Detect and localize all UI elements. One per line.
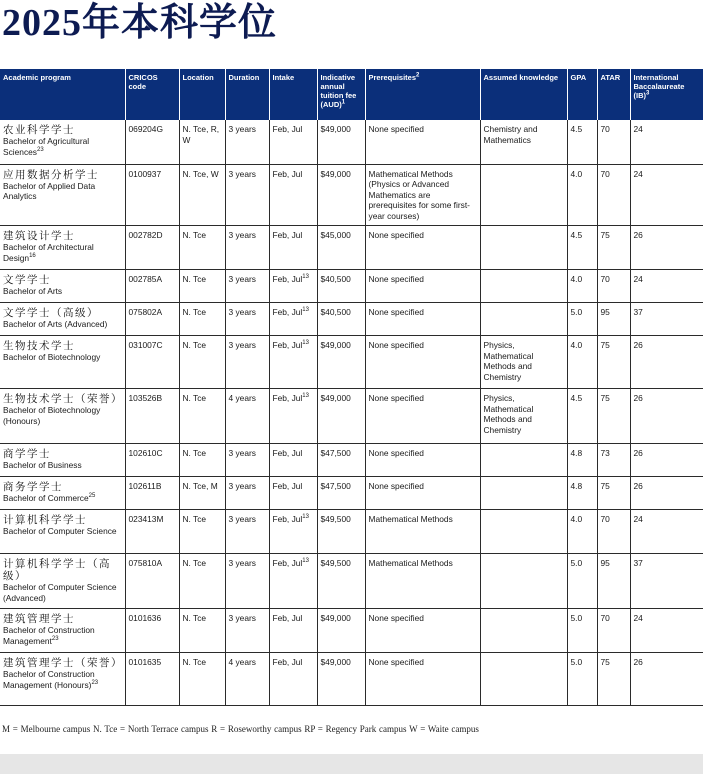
ib-cell: 26 — [630, 477, 703, 510]
ib-cell: 24 — [630, 164, 703, 226]
table-row — [0, 303, 703, 336]
program-name-english: Bachelor of Architectural Design$^{16}$ — [3, 242, 94, 263]
duration-cell: 4 years — [225, 389, 269, 444]
cricos-cell: 103526B — [125, 389, 179, 444]
footnote-ref: 23 — [91, 679, 99, 686]
program-name-english: Bachelor of Commerce$^{25}$ — [3, 493, 96, 503]
program-name-english: Bachelor of Applied Data Analytics — [3, 180, 96, 201]
gpa-cell: 4.8 — [567, 444, 597, 477]
footnote-ref: 23 — [51, 635, 59, 642]
program-name-english: Bachelor of Construction Management (Honours)$^{23}$ — [3, 669, 99, 690]
program-name-chinese: 商务学学士 — [3, 481, 63, 493]
location-cell: N. Tce — [179, 336, 225, 389]
program-name-english: Bachelor of Agricultural Sciences$^{23}$ — [3, 136, 90, 157]
ib-cell: 37 — [630, 554, 703, 609]
footnote-ref: 13 — [302, 558, 309, 565]
header-gpa: GPA — [567, 69, 597, 120]
location-cell: N. Tce — [179, 270, 225, 303]
program-name-cell — [0, 120, 125, 164]
program-name-cell — [0, 303, 125, 336]
atar-cell: 70 — [597, 510, 630, 554]
assumed-cell — [480, 164, 567, 226]
atar-cell: 70 — [597, 164, 630, 226]
header-atar: ATAR — [597, 69, 630, 120]
ib-cell: 37 — [630, 303, 703, 336]
location-cell: N. Tce — [179, 226, 225, 270]
table-header-row — [0, 69, 703, 120]
ib-cell: 26 — [630, 444, 703, 477]
location-cell: N. Tce, W — [179, 164, 225, 226]
location-cell: N. Tce — [179, 653, 225, 706]
intake-cell: Feb, Jul — [269, 164, 317, 226]
program-name-english: Bachelor of Biotechnology — [3, 352, 101, 362]
duration-cell: 3 years — [225, 120, 269, 164]
atar-cell: 95 — [597, 303, 630, 336]
header-assumed-knowledge: Assumed knowledge — [480, 69, 567, 120]
table-row — [0, 510, 703, 554]
fee-cell: $49,000 — [317, 609, 365, 653]
header-tuition-fee: Indicative annual tuition fee (AUD)$^1$ — [317, 69, 365, 120]
ib-cell: 24 — [630, 120, 703, 164]
programs-table — [0, 69, 703, 706]
fee-cell: $40,500 — [317, 303, 365, 336]
table-row — [0, 164, 703, 226]
gpa-cell: 5.0 — [567, 554, 597, 609]
fee-cell: $47,500 — [317, 444, 365, 477]
prereq-cell: None specified — [365, 336, 480, 389]
prereq-cell: Mathematical Methods (Physics or Advanced Mathematics are prerequisites for some first-year courses) — [365, 164, 480, 226]
cricos-cell: 023413M — [125, 510, 179, 554]
prereq-cell: None specified — [365, 444, 480, 477]
atar-cell: 70 — [597, 120, 630, 164]
page-title: 2025年本科学位 — [2, 2, 278, 44]
gpa-cell: 4.5 — [567, 226, 597, 270]
fee-cell: $45,000 — [317, 226, 365, 270]
program-name-cell — [0, 444, 125, 477]
prereq-cell: Mathematical Methods — [365, 554, 480, 609]
gpa-cell: 4.5 — [567, 389, 597, 444]
cricos-cell: 002782D — [125, 226, 179, 270]
prereq-cell: None specified — [365, 303, 480, 336]
footnote-ref: 13 — [302, 274, 309, 281]
location-cell: N. Tce — [179, 554, 225, 609]
header-ib: International Baccalaureate (IB)$^3$ — [630, 69, 703, 120]
gpa-cell: 4.0 — [567, 270, 597, 303]
atar-cell: 75 — [597, 389, 630, 444]
cricos-cell: 031007C — [125, 336, 179, 389]
program-name-english: Bachelor of Biotechnology (Honours) — [3, 405, 101, 426]
atar-cell: 73 — [597, 444, 630, 477]
assumed-cell — [480, 609, 567, 653]
fee-cell: $49,000 — [317, 164, 365, 226]
gpa-cell: 5.0 — [567, 303, 597, 336]
atar-cell: 75 — [597, 477, 630, 510]
atar-cell: 75 — [597, 336, 630, 389]
prereq-cell: None specified — [365, 270, 480, 303]
prereq-cell: None specified — [365, 653, 480, 706]
program-name-chinese: 建筑管理学士（荣誉） — [3, 657, 123, 669]
assumed-cell — [480, 303, 567, 336]
table-row — [0, 609, 703, 653]
program-name-chinese: 文学学士 — [3, 274, 51, 286]
assumed-cell — [480, 554, 567, 609]
intake-cell: Feb, Jul$^{13}$ — [269, 510, 317, 554]
gpa-cell: 5.0 — [567, 653, 597, 706]
assumed-cell — [480, 444, 567, 477]
duration-cell: 4 years — [225, 653, 269, 706]
assumed-cell — [480, 510, 567, 554]
program-name-cell — [0, 477, 125, 510]
table-row — [0, 270, 703, 303]
prereq-cell: None specified — [365, 226, 480, 270]
atar-cell: 70 — [597, 270, 630, 303]
table-row — [0, 120, 703, 164]
table-row — [0, 226, 703, 270]
duration-cell: 3 years — [225, 477, 269, 510]
cricos-cell: 0101635 — [125, 653, 179, 706]
table-row — [0, 653, 703, 706]
intake-cell: Feb, Jul$^{13}$ — [269, 389, 317, 444]
location-cell: N. Tce — [179, 609, 225, 653]
intake-cell: Feb, Jul — [269, 120, 317, 164]
cricos-cell: 069204G — [125, 120, 179, 164]
program-name-cell — [0, 554, 125, 609]
header-duration: Duration — [225, 69, 269, 120]
header-cricos-code: CRICOS code — [125, 69, 179, 120]
gpa-cell: 5.0 — [567, 609, 597, 653]
ib-cell: 26 — [630, 389, 703, 444]
footnote-ref: 13 — [302, 307, 309, 314]
program-name-chinese: 生物技术学士 — [3, 340, 75, 352]
duration-cell: 3 years — [225, 609, 269, 653]
duration-cell: 3 years — [225, 164, 269, 226]
gpa-cell: 4.0 — [567, 164, 597, 226]
location-cell: N. Tce, M — [179, 477, 225, 510]
cricos-cell: 075802A — [125, 303, 179, 336]
program-name-cell — [0, 270, 125, 303]
assumed-cell — [480, 477, 567, 510]
program-name-chinese: 商学学士 — [3, 448, 51, 460]
program-name-english: Bachelor of Computer Science — [3, 526, 117, 536]
cricos-cell: 102611B — [125, 477, 179, 510]
footer-band — [0, 754, 703, 774]
intake-cell: Feb, Jul$^{13}$ — [269, 270, 317, 303]
program-name-cell — [0, 164, 125, 226]
header-location: Location — [179, 69, 225, 120]
duration-cell: 3 years — [225, 510, 269, 554]
program-name-chinese: 计算机科学学士（高级） — [3, 558, 111, 582]
program-name-chinese: 计算机科学学士 — [3, 514, 87, 526]
footnote-ref: 13 — [302, 514, 309, 521]
program-name-english: Bachelor of Arts — [3, 286, 63, 296]
table-row — [0, 554, 703, 609]
fee-cell: $49,000 — [317, 336, 365, 389]
intake-cell: Feb, Jul$^{13}$ — [269, 336, 317, 389]
duration-cell: 3 years — [225, 303, 269, 336]
program-name-chinese: 应用数据分析学士 — [3, 168, 99, 181]
program-name-english: Bachelor of Business — [3, 460, 82, 470]
fee-cell: $49,000 — [317, 653, 365, 706]
intake-cell: Feb, Jul — [269, 226, 317, 270]
gpa-cell: 4.0 — [567, 510, 597, 554]
fee-cell: $47,500 — [317, 477, 365, 510]
assumed-cell — [480, 226, 567, 270]
duration-cell: 3 years — [225, 226, 269, 270]
program-name-cell — [0, 510, 125, 554]
duration-cell: 3 years — [225, 336, 269, 389]
program-name-cell — [0, 653, 125, 706]
prereq-cell: None specified — [365, 609, 480, 653]
program-name-chinese: 建筑管理学士 — [3, 613, 75, 625]
footnote-ref: 13 — [302, 393, 309, 400]
ib-cell: 26 — [630, 226, 703, 270]
intake-cell: Feb, Jul — [269, 477, 317, 510]
header-prerequisites: Prerequisites$^2$ — [365, 69, 480, 120]
duration-cell: 3 years — [225, 444, 269, 477]
location-cell: N. Tce, R, W — [179, 120, 225, 164]
assumed-cell — [480, 653, 567, 706]
table-row — [0, 389, 703, 444]
intake-cell: Feb, Jul — [269, 609, 317, 653]
assumed-cell: Physics, Mathematical Methods and Chemistry — [480, 389, 567, 444]
header-academic-program: Academic program — [0, 69, 125, 120]
gpa-cell: 4.8 — [567, 477, 597, 510]
atar-cell: 75 — [597, 226, 630, 270]
header-intake: Intake — [269, 69, 317, 120]
ib-cell: 24 — [630, 609, 703, 653]
fee-cell: $49,500 — [317, 510, 365, 554]
table-row — [0, 444, 703, 477]
ib-cell: 26 — [630, 653, 703, 706]
program-name-chinese: 农业科学学士 — [3, 124, 75, 136]
cricos-cell: 102610C — [125, 444, 179, 477]
duration-cell: 3 years — [225, 554, 269, 609]
fee-cell: $49,000 — [317, 389, 365, 444]
intake-cell: Feb, Jul$^{13}$ — [269, 554, 317, 609]
intake-cell: Feb, Jul — [269, 653, 317, 706]
prereq-cell: None specified — [365, 477, 480, 510]
atar-cell: 75 — [597, 653, 630, 706]
atar-cell: 70 — [597, 609, 630, 653]
ib-cell: 24 — [630, 270, 703, 303]
footnote-ref: 23 — [36, 146, 44, 153]
prereq-cell: None specified — [365, 389, 480, 444]
cricos-cell: 0100937 — [125, 164, 179, 226]
intake-cell: Feb, Jul — [269, 444, 317, 477]
gpa-cell: 4.5 — [567, 120, 597, 164]
location-cell: N. Tce — [179, 389, 225, 444]
cricos-cell: 075810A — [125, 554, 179, 609]
campus-legend: M = Melbourne campus N. Tce = North Terrace campus R = Roseworthy campus RP = Regency Park campus W = Waite campus — [2, 724, 479, 734]
fee-cell: $49,000 — [317, 120, 365, 164]
program-name-english: Bachelor of Computer Science (Advanced) — [3, 582, 117, 603]
footnote-ref: 16 — [29, 252, 36, 259]
prereq-cell: None specified — [365, 120, 480, 164]
footnote-ref: 25 — [88, 493, 96, 500]
fee-cell: $40,500 — [317, 270, 365, 303]
program-name-english: Bachelor of Arts (Advanced) — [3, 319, 108, 329]
program-name-chinese: 生物技术学士（荣誉） — [3, 393, 123, 405]
table-row — [0, 336, 703, 389]
footnote-ref: 13 — [302, 340, 309, 347]
program-name-english: Bachelor of Construction Management$^{23}$ — [3, 625, 95, 646]
location-cell: N. Tce — [179, 444, 225, 477]
fee-cell: $49,500 — [317, 554, 365, 609]
program-name-cell — [0, 226, 125, 270]
program-name-cell — [0, 389, 125, 444]
prereq-cell: Mathematical Methods — [365, 510, 480, 554]
assumed-cell — [480, 270, 567, 303]
location-cell: N. Tce — [179, 510, 225, 554]
cricos-cell: 002785A — [125, 270, 179, 303]
program-name-cell — [0, 336, 125, 389]
gpa-cell: 4.0 — [567, 336, 597, 389]
assumed-cell: Chemistry and Mathematics — [480, 120, 567, 164]
cricos-cell: 0101636 — [125, 609, 179, 653]
duration-cell: 3 years — [225, 270, 269, 303]
ib-cell: 24 — [630, 510, 703, 554]
program-name-cell — [0, 609, 125, 653]
program-name-chinese: 文学学士（高级） — [3, 307, 99, 319]
location-cell: N. Tce — [179, 303, 225, 336]
program-name-chinese: 建筑设计学士 — [3, 230, 75, 242]
ib-cell: 26 — [630, 336, 703, 389]
atar-cell: 95 — [597, 554, 630, 609]
table-row — [0, 477, 703, 510]
intake-cell: Feb, Jul$^{13}$ — [269, 303, 317, 336]
assumed-cell: Physics, Mathematical Methods and Chemistry — [480, 336, 567, 389]
